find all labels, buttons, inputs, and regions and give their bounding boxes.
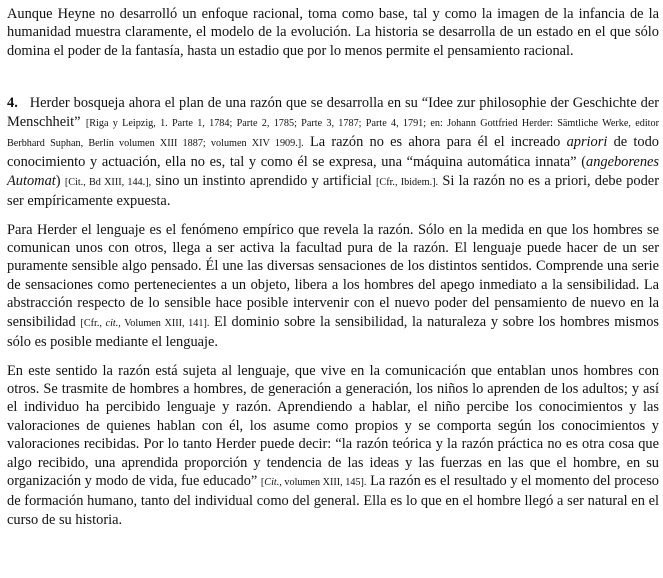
section-number: 4.	[7, 95, 18, 112]
section-text-d: )	[55, 172, 61, 189]
paragraph-lenguaje	[7, 221, 659, 352]
citation-vol-141	[80, 318, 209, 329]
citation-vol-145-italic: Cit.,	[264, 476, 282, 488]
section-text-e: sino un instinto aprendido y artificial	[151, 172, 372, 189]
sentido-text-b: La razón es el resultado y el momento del proceso de formación humano, tanto del individual como del general. Ella es lo que en el hombre llegó a ser natural en el curso de su historia.	[7, 472, 659, 528]
sentido-text-a: En este sentido la razón está sujeta al lenguaje, que vive en la comunicación que entablan unos hombres con otros. Se trasmite de hombres a hombres, de generación a generación, los niños lo aprenden de los adultos; y así el individuo ha percibido lenguaje y razón. Aprendiendo a hablar, el niño percibe los conocimientos y las valoraciones de quienes hablan con él, los asume como propios y se comporta según los conocimientos y valoraciones recibidas. Por lo tanto Herder puede decir: “la razón teórica y la razón práctica no es otra cosa que algo recibido, una aprendida proporción y tendencia de las ideas y las fuerzas en las que el hombre, en su organización y modo de vida, fue educado”	[7, 362, 659, 489]
lenguaje-text-b: El dominio sobre la sensibilidad, la naturaleza y sobre los hombres mismos sólo es posible mediante el lenguaje.	[7, 313, 659, 351]
section-gap	[7, 60, 659, 94]
lenguaje-text-a: Para Herder el lenguaje es el fenómeno empírico que revela la razón. Sólo en la medida en que los hombres se comunican unos con otros, llega a ser activa la facultad pura de la razón. El lenguaje puede hacer de un ser puramente sensible algo pensado. Él une las diversas sensaciones de los distintos sentidos. Comprende una serie de sensaciones como pertenecientes a un objeto, libera a los hombres del apego inmediato a la sensibilidad. La abstracción respecto de lo sensible hace posible intervenir con el nuevo poder del pensamiento de nuevo en la sensibilidad	[7, 221, 659, 330]
citation-vol-141-a: [Cfr.,	[80, 317, 106, 329]
citation-vol-145-a: [	[260, 476, 265, 488]
section-text-c: de todo conocimiento y actuación, ella no es, tal y como él se expresa, una “máquina automática innata” (	[7, 134, 659, 171]
citation-bd-xiii: [Cit., Bd XIII, 144.],	[64, 176, 152, 188]
citation-vol-141-b: Volumen XIII, 141].	[120, 317, 210, 329]
italic-apriori: apriori	[566, 134, 608, 151]
paragraph-section-4	[7, 94, 659, 210]
citation-riga: [Riga y Leipzig, 1. Parte 1, 1784; Parte 2, 1785; Parte 3, 1787; Parte 4, 1791; en: Johann Gottfried Herder: Sämtliche Werke, editor Berbhard Suphan, Berlín volumen XIII 1887; volumen XIV 1909.].	[7, 117, 659, 150]
paragraph-heyne: Aunque Heyne no desarrolló un enfoque racional, toma como base, tal y como la imagen de la infancia de la humanidad muestra claramente, el modelo de la evolución. La historia se desarrolla de un estado en el que sólo domina el poder de la fantasía, hasta un estadio que por lo menos permite el pensamiento racional.	[7, 6, 659, 59]
citation-vol-145-b: volumen XIII, 145].	[281, 476, 367, 488]
section-text-a: Herder bosqueja ahora el plan de una razón que se desarrolla en su “Idee zur philosophie der Geschichte der Menschheit”	[7, 95, 659, 130]
paragraph-gap	[7, 352, 659, 362]
section-text-b: La razón no es ahora para él el increado	[303, 134, 567, 151]
paragraph-gap	[7, 211, 659, 221]
section-text-f: Si la razón no es a priori, debe poder ser empíricamente expuesta.	[7, 172, 659, 210]
citation-vol-145	[261, 477, 367, 488]
italic-angeborenes: angeborenes Automat	[7, 154, 659, 189]
citation-vol-141-italic: cit.,	[105, 317, 121, 329]
citation-ibidem: [Cfr., Ibidem.].	[376, 176, 439, 188]
paragraph-sentido	[7, 362, 659, 530]
